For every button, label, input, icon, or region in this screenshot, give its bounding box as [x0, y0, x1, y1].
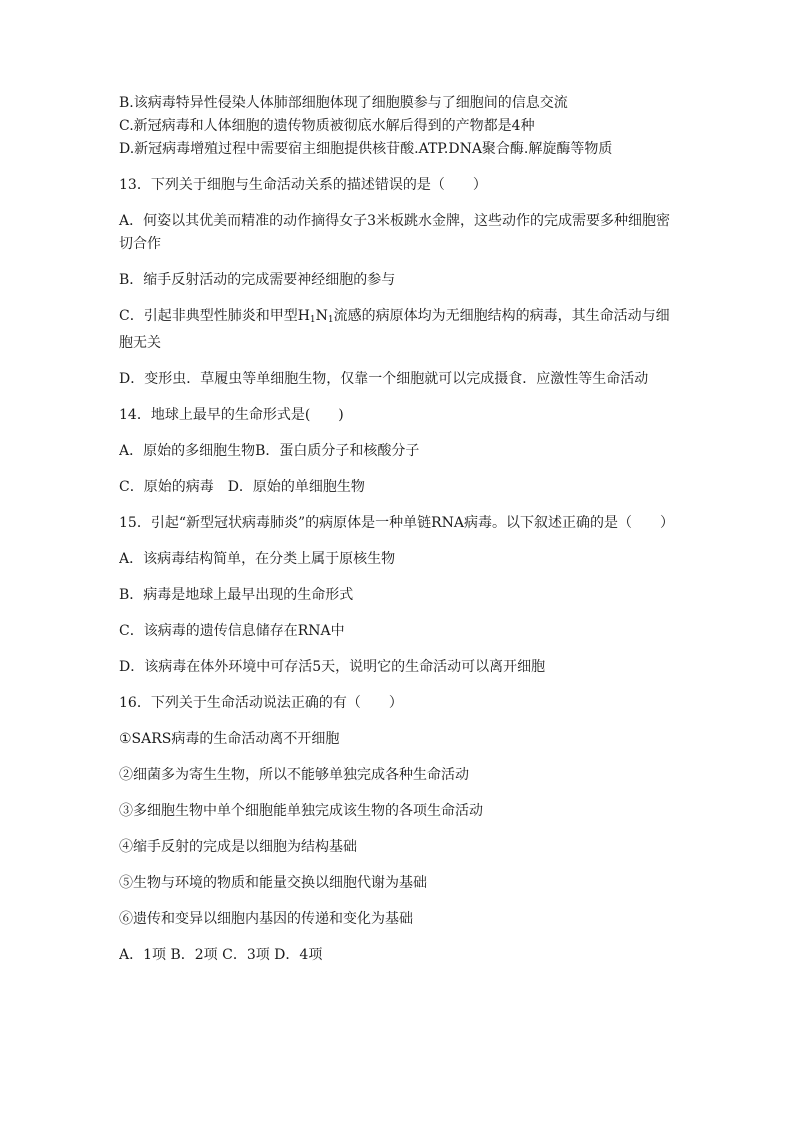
document-page [119, 92, 679, 967]
q15-option-c: C．该病毒的遗传信息储存在RNA中 [119, 623, 345, 639]
q13-option-b: B．缩手反射活动的完成需要神经细胞的参与 [119, 272, 396, 288]
q16-statement-3: ③多细胞生物中单个细胞能单独完成该生物的各项生命活动 [119, 803, 483, 819]
q14-options-cd: C．原始的病毒 D．原始的单细胞生物 [119, 479, 365, 495]
q13-option-c [119, 305, 679, 355]
q13c-sub-2: 1 [327, 315, 334, 325]
q13c-sub-1: 1 [309, 315, 316, 325]
q13c-text-post: 流感的病原体均为无细胞结构的病毒，其生命活动与细胞无关 [119, 308, 670, 351]
q16-statement-5: ⑤生物与环境的物质和能量交换以细胞代谢为基础 [119, 875, 427, 891]
q12-option-d: D.新冠病毒增殖过程中需要宿主细胞提供核苷酸.ATP.DNA聚合酶.解旋酶等物质 [119, 141, 613, 157]
q16-statement-6: ⑥遗传和变异以细胞内基因的传递和变化为基础 [119, 911, 413, 927]
q15-option-b: B．病毒是地球上最早出现的生命形式 [119, 587, 354, 603]
q14-options-ab: A．原始的多细胞生物B．蛋白质分子和核酸分子 [119, 443, 420, 459]
q13c-text-mid: N [315, 308, 328, 324]
q13-option-a: A．何姿以其优美而精准的动作摘得女子3米板跳水金牌，这些动作的完成需要多种细胞密切合作 [119, 213, 671, 252]
q15-option-a: A．该病毒结构简单，在分类上属于原核生物 [119, 551, 396, 567]
q12-option-c: C.新冠病毒和人体细胞的遗传物质被彻底水解后得到的产物都是4种 [119, 118, 535, 134]
q16-options: A．1项 B．2项 C．3项 D．4项 [119, 947, 323, 963]
q14-stem: 14．地球上最早的生命形式是( ) [119, 407, 344, 423]
q15-option-d: D．该病毒在体外环境中可存活5天，说明它的生命活动可以离开细胞 [119, 659, 546, 675]
q13c-text-pre: C．引起非典型性肺炎和甲型H [119, 308, 310, 324]
q16-statement-1: ①SARS病毒的生命活动离不开细胞 [119, 731, 340, 747]
q16-statement-4: ④缩手反射的完成是以细胞为结构基础 [119, 839, 357, 855]
q13-option-d: D．变形虫．草履虫等单细胞生物，仅靠一个细胞就可以完成摄食．应激性等生命活动 [119, 371, 649, 387]
q16-stem: 16．下列关于生命活动说法正确的有（ ） [119, 695, 403, 711]
q13-stem: 13．下列关于细胞与生命活动关系的描述错误的是（ ） [119, 177, 487, 193]
q12-option-b: B.该病毒特异性侵染人体肺部细胞体现了细胞膜参与了细胞间的信息交流 [119, 95, 568, 111]
q15-stem: 15．引起“新型冠状病毒肺炎”的病原体是一种单链RNA病毒。以下叙述正确的是（ ） [119, 515, 675, 531]
q16-statement-2: ②细菌多为寄生生物，所以不能够单独完成各种生命活动 [119, 767, 469, 783]
